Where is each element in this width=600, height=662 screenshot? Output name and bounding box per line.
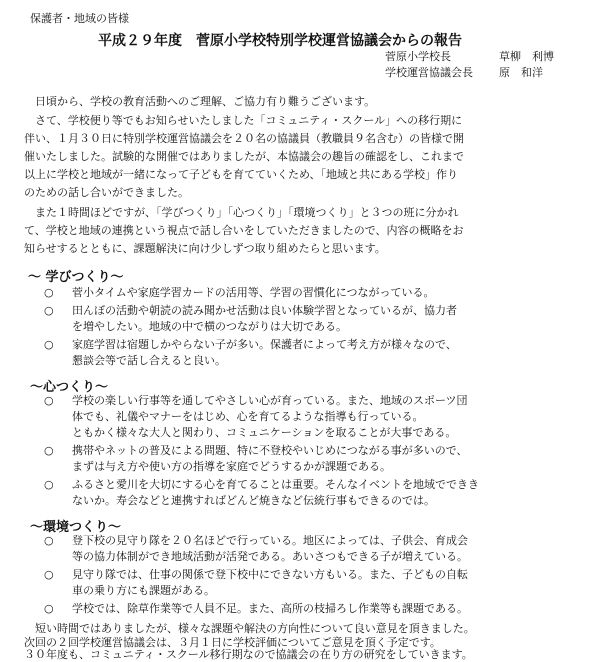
intro-line: 知らせするとともに、課題解決に向け少しずつ取り組めたらと思います。	[24, 242, 386, 255]
intro-line: 日頃から、学校の教育活動へのご理解、ご協力有り難うございます。	[35, 95, 376, 108]
item-line: 見守り隊では、仕事の関係で登下校中にできない方もいる。また、子どもの自転	[72, 568, 468, 581]
bullet: ○	[44, 304, 54, 317]
intro-line: 伴い、１月３０日に特別学校運営協議会を２０名の協議員（教職員９名含む）の皆様で開	[24, 132, 464, 145]
closing-line: ３０年度も、コミュニティ・スクール移行期なので協議会の在り方の研究をしていきます。	[24, 648, 473, 661]
author2-role: 学校運営協議会長	[385, 66, 473, 79]
item-line: 家庭学習は宿題しかやらない子が多い。保護者によって考え方が様々なので、	[72, 338, 457, 351]
bullet: ○	[44, 478, 54, 491]
item-line: 体でも、礼儀やマナーをはじめ、心を育てるような指導も行っている。	[72, 410, 424, 423]
item-line: 学校の楽しい行事等を通してやさしい心が育っている。また、地域のスポーツ団	[72, 394, 468, 407]
bullet: ○	[44, 338, 54, 351]
intro-line: のための話し合いができました。	[24, 186, 189, 199]
bullet: ○	[44, 568, 54, 581]
intro-line: 催いたしました。試験的な開催ではありましたが、本協議会の趣旨の確認をし、これまで	[24, 150, 464, 163]
item-line: 懇談会等で話し合えると良い。	[72, 354, 226, 367]
closing-line: 次回の２回学校運営協議会は、３月１日に学校評価についてご意見を頂く予定です。	[24, 636, 441, 649]
section-heading: ～心つくり～	[30, 380, 109, 395]
item-line: 等の協力体制ができ地域活動が活発である。あいさつもできる子が増えている。	[72, 550, 468, 563]
bullet: ○	[44, 444, 54, 457]
item-line: 田んぼの活動や朝読の読み聞かせ活動は良い体験学習となっているが、協力者	[72, 304, 457, 317]
intro-line: さて、学校便り等でもお知らせいたしました「コミュニティ・スクール」への移行期に	[35, 114, 463, 127]
document-title: 平成２９年度 菅原小学校特別学校運営協議会からの報告	[98, 33, 462, 49]
item-line: 登下校の見守り隊を２０名ほどで行っている。地区によっては、子供会、育成会	[72, 534, 468, 547]
intro-line: 以上に学校と地域が一緒になって子どもを育てていくため、「地域と共にある学校」作り	[24, 168, 459, 181]
item-line: 学校では、除草作業等で人員不足。また、高所の枝掃ろし作業等も課題である。	[72, 602, 468, 615]
item-line: ともかく様々な大人と関わり、コミュニケーションを取ることが大事である。	[72, 426, 457, 439]
item-line: 車の乗り方にも課題がある。	[72, 584, 215, 597]
intro-line: また１時間ほどですが、「学びつくり」「心つくり」「環境つくり」と３つの班に分かれ	[35, 206, 459, 219]
bullet: ○	[44, 286, 54, 299]
author2-name: 原 和洋	[499, 66, 543, 79]
author1-name: 草柳 利博	[499, 50, 554, 63]
item-line: 携帯やネットの普及による問題、特に不登校やいじめにつながる事が多いので、	[72, 444, 468, 457]
author1-role: 菅原小学校長	[385, 50, 451, 63]
bullet: ○	[44, 534, 54, 547]
item-line: 菅小タイムや家庭学習カードの活用等、学習の習慣化につながっている。	[72, 286, 435, 299]
intro-line: て、学校と地域の連携という視点で話し合いをしていただきましたので、内容の概略をお	[24, 224, 464, 237]
recipients: 保護者・地域の皆様	[30, 12, 129, 25]
bullet: ○	[44, 394, 54, 407]
section-heading: ～環境つくり～	[30, 520, 122, 535]
item-line: を増やしたい。地域の中で横のつながりは大切である。	[72, 320, 347, 333]
item-line: ふるさと愛川を大切にする心を育てることは重要。そんなイベントを地域でできき	[72, 478, 479, 491]
closing-line: 短い時間ではありましたが、様々な課題や解決の方向性について良い意見を頂きました。	[35, 622, 475, 635]
item-line: ないか。寿会などと連携すればどんど焼きなど伝統行事もできるのでは。	[72, 494, 435, 507]
section-heading: ～ 学びつくり～	[28, 270, 124, 285]
bullet: ○	[44, 602, 54, 615]
item-line: まずは与え方や使い方の指導を家庭でどうするかが課題である。	[72, 460, 391, 473]
